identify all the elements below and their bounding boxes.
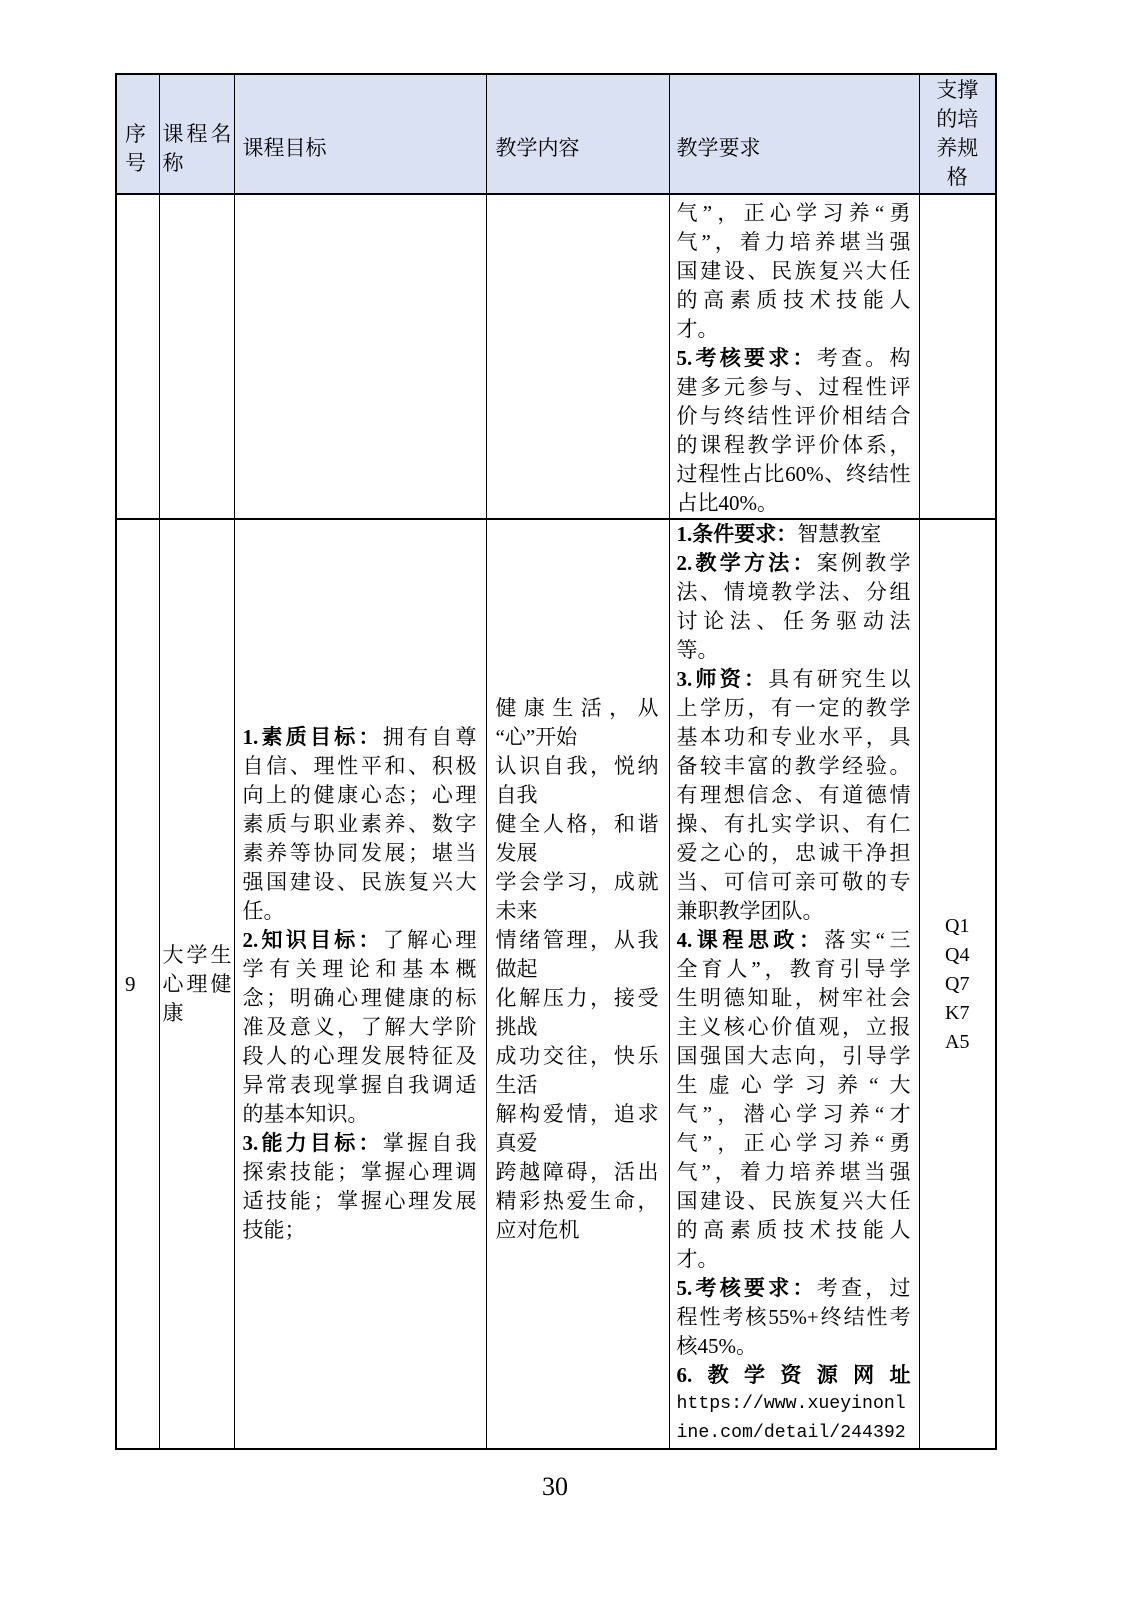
- teaching-requirements-line: 有理想信念、有道德情: [676, 783, 911, 807]
- course-goal-line: 素养等协同发展；堪当: [242, 841, 477, 865]
- header-teaching-content-text: 教学内容: [495, 136, 580, 160]
- teaching-content-line: 发展: [495, 841, 538, 865]
- supported-specs-line: Q7: [945, 972, 970, 995]
- teaching-requirements-line: 上学历，有一定的教学: [676, 696, 911, 720]
- teaching-content-line: 解构爱情，追求: [495, 1102, 659, 1126]
- header-course-goal-text: 课程目标: [242, 136, 327, 160]
- cell-index: [116, 519, 159, 1449]
- teaching-resource: [677, 1361, 911, 1448]
- header-teaching-requirements: [669, 74, 919, 194]
- teaching-content-paragraph: [496, 984, 659, 1042]
- section-label: 2.教学方法：: [676, 551, 817, 575]
- course-goal-paragraph: [243, 1129, 477, 1245]
- table-row: [116, 519, 996, 1449]
- header-supported-specs-text-line: 的培: [936, 107, 979, 131]
- teaching-requirements-line: 的高素质技术技能人: [676, 1218, 911, 1242]
- header-teaching-content: [486, 74, 669, 194]
- header-teaching-requirements-text: 教学要求: [676, 136, 761, 160]
- teaching-requirements-paragraph: [677, 665, 911, 926]
- teaching-requirements-line: 的高素质技术技能人: [676, 288, 911, 312]
- header-course-name-text-paragraph: [163, 120, 232, 178]
- header-index-text-paragraph: [125, 120, 157, 178]
- course-goal-text: 了解心理: [382, 928, 477, 952]
- supported-specs-paragraph: [922, 999, 994, 1028]
- course-goal-line: 任。: [242, 899, 285, 923]
- teaching-requirements-line: 气”，着力培养堪当强: [676, 1160, 911, 1184]
- course-goal-line: [243, 723, 477, 752]
- teaching-requirements-line: 核45%。: [676, 1334, 757, 1358]
- teaching-requirements-line: 气”，着力培养堪当强: [676, 230, 911, 254]
- section-label: 1.素质目标：: [242, 725, 383, 749]
- teaching-content-line: 未来: [495, 899, 538, 923]
- supported-specs-line: A5: [945, 1030, 970, 1053]
- teaching-requirements-line: [677, 520, 911, 549]
- teaching-requirements-text: 落实“三: [824, 928, 911, 952]
- table-row-continued: [116, 194, 996, 519]
- course-goal-line: 技能；: [242, 1218, 306, 1242]
- teaching-requirements-line: [677, 1274, 911, 1303]
- header-supported-specs-text-line: 格: [946, 165, 968, 189]
- course-name: [163, 941, 232, 1028]
- course-goal-paragraph: [243, 926, 477, 1129]
- header-course-goal: [234, 74, 486, 194]
- teaching-requirements: [677, 520, 911, 1361]
- teaching-requirements-text: 考查，过: [816, 1276, 911, 1300]
- cell-supported-specs: [919, 519, 996, 1449]
- course-goal-line: 向上的健康心态；心理: [242, 783, 477, 807]
- header-course-name-text: [163, 120, 232, 178]
- empty-cell: [116, 194, 159, 519]
- teaching-resource-url: https://www.xueyinonline.com/detail/244392: [676, 1394, 906, 1443]
- teaching-requirements-line: 价与终结性评价相结合: [676, 404, 911, 428]
- teaching-requirements-line: [677, 549, 911, 578]
- teaching-requirements-line: 爱之心的，忠诚干净担: [676, 841, 911, 865]
- page-number: 30: [542, 1472, 568, 1501]
- header-supported-specs-text-paragraph: [922, 76, 994, 192]
- teaching-requirements-line: [677, 344, 911, 373]
- teaching-requirements-line: 生明德知耻，树牢社会: [676, 986, 911, 1010]
- course-goal-line: 适技能；掌握心理发展: [242, 1189, 477, 1213]
- teaching-content-line: 应对危机: [495, 1218, 580, 1242]
- header-index: [116, 74, 159, 194]
- teaching-requirements-line: 程性考核55%+终结性考: [676, 1305, 911, 1329]
- teaching-requirements-line: 才。: [676, 317, 719, 341]
- course-name-line: 康: [162, 1000, 184, 1025]
- teaching-requirements-line: 全育人”，教育引导学: [676, 957, 911, 981]
- course-table: [115, 73, 997, 1450]
- course-goal-line: 段人的心理发展特征及: [242, 1044, 477, 1068]
- course-goal-line: [243, 926, 477, 955]
- course-goal-text: 拥有自尊: [382, 725, 477, 749]
- section-label: 5.考核要求：: [676, 1276, 817, 1300]
- teaching-content-line: 挑战: [495, 1015, 538, 1039]
- course-goal-line: 自信、理性平和、积极: [242, 754, 477, 778]
- supported-specs-paragraph: [922, 912, 994, 941]
- teaching-requirements-text: 具有研究生以: [768, 667, 911, 691]
- teaching-content-paragraph: [496, 1100, 659, 1158]
- header-course-name-text-line: 课程名: [162, 121, 232, 146]
- course-name-paragraph: [163, 941, 232, 1028]
- supported-specs-line: K7: [945, 1001, 970, 1024]
- course-goal-line: 念；明确心理健康的标: [242, 986, 477, 1010]
- teaching-requirements-paragraph: [677, 926, 911, 1274]
- teaching-requirements: [677, 199, 911, 518]
- teaching-requirements-line: 国建设、民族复兴大任: [676, 1189, 911, 1213]
- teaching-requirements-line: 气”，正心学习养“勇: [676, 201, 911, 225]
- teaching-requirements-line: 气”，正心学习养“勇: [676, 1131, 911, 1155]
- teaching-requirements-line: 过程性占比60%、终结性: [676, 462, 911, 486]
- teaching-content-line: 健全人格，和谐: [495, 812, 659, 836]
- supported-specs-paragraph: [922, 1028, 994, 1057]
- teaching-content: [496, 694, 659, 1245]
- teaching-requirements-line: 备较丰富的教学经验。: [676, 754, 911, 778]
- teaching-requirements-paragraph: [677, 520, 911, 549]
- teaching-content-line: 认识自我，悦纳: [495, 754, 659, 778]
- teaching-requirements-line: 才。: [676, 1247, 719, 1271]
- section-label: 1.条件要求：: [676, 522, 798, 546]
- header-course-name: [159, 74, 234, 194]
- section-label: 4.课程思政：: [676, 928, 825, 952]
- teaching-requirements-line: 讨论法、任务驱动法: [676, 609, 911, 633]
- teaching-requirements-line: 等。: [676, 638, 719, 662]
- section-label: 2.知识目标：: [242, 928, 383, 952]
- teaching-requirements-line: 法、情境教学法、分组: [676, 580, 911, 604]
- header-index-text: [125, 120, 157, 178]
- row-index: 9: [125, 971, 136, 996]
- course-goal-line: [243, 1129, 477, 1158]
- cell-teaching-requirements: [669, 519, 919, 1449]
- teaching-content-line: 成功交往，快乐: [495, 1044, 659, 1068]
- teaching-content-line: 精彩热爱生命，: [495, 1189, 659, 1213]
- teaching-requirements-text: 智慧教室: [797, 522, 882, 546]
- teaching-requirements-paragraph: [677, 199, 911, 344]
- supported-specs-paragraph: [922, 970, 994, 999]
- cell-teaching-content: [486, 519, 669, 1449]
- teaching-requirements-line: 兼职教学团队。: [676, 899, 824, 923]
- teaching-requirements-line: [677, 926, 911, 955]
- teaching-content-line: 化解压力，接受: [495, 986, 659, 1010]
- teaching-requirements-line: 占比40%。: [676, 491, 778, 515]
- header-row: [116, 74, 996, 194]
- teaching-requirements-paragraph: [677, 549, 911, 665]
- teaching-content-line: 做起: [495, 957, 538, 981]
- teaching-requirements-paragraph: [677, 344, 911, 518]
- course-goal-line: 异常表现掌握自我调适: [242, 1073, 477, 1097]
- course-goal-line: 探索技能；掌握心理调: [242, 1160, 477, 1184]
- teaching-content-paragraph: [496, 1158, 659, 1245]
- header-index-text-line: 号: [125, 150, 146, 175]
- teaching-content-line: 学会学习，成就: [495, 870, 659, 894]
- empty-cell: [486, 194, 669, 519]
- cell-teaching-requirements: [669, 194, 919, 519]
- teaching-requirements-line: 建多元参与、过程性评: [676, 375, 911, 399]
- course-name-line: 心理健: [162, 971, 232, 996]
- teaching-content-line: “心”开始: [495, 725, 578, 749]
- cell-course-name: [159, 519, 234, 1449]
- section-label: 3.师资：: [676, 667, 769, 691]
- teaching-resource-label-line: [677, 1361, 911, 1390]
- course-goal-line: 强国建设、民族复兴大: [242, 870, 477, 894]
- course-name-line: 大学生: [162, 942, 232, 967]
- course-goal-paragraph: [243, 723, 477, 926]
- teaching-requirements-line: 的课程教学评价体系，: [676, 433, 911, 457]
- cell-course-goal: [234, 519, 486, 1449]
- supported-specs-paragraph: [922, 941, 994, 970]
- course-goal-text: 掌握自我: [382, 1131, 477, 1155]
- header-course-name-text-line: 称: [162, 150, 184, 175]
- course-goal-line: 素质与职业素养、数字: [242, 812, 477, 836]
- supported-specs-line: Q1: [945, 914, 970, 937]
- teaching-content-paragraph: [496, 926, 659, 984]
- teaching-requirements-line: 国强国大志向，引导学: [676, 1044, 911, 1068]
- teaching-requirements-text: 案例教学: [816, 551, 911, 575]
- teaching-content-paragraph: [496, 1042, 659, 1100]
- supported-specs-line: Q4: [945, 943, 970, 966]
- course-goal-line: 的基本知识。: [242, 1102, 369, 1126]
- supported-specs: [922, 912, 994, 1057]
- teaching-content-line: 自我: [495, 783, 538, 807]
- header-supported-specs-text-line: 支撑: [936, 78, 979, 102]
- course-goal: [243, 723, 477, 1245]
- teaching-content-paragraph: [496, 868, 659, 926]
- teaching-requirements-line: 主义核心价值观，立报: [676, 1015, 911, 1039]
- teaching-content-line: 健康生活，从: [495, 696, 659, 720]
- teaching-requirements-line: 国建设、民族复兴大任: [676, 259, 911, 283]
- section-label: 5.考核要求：: [676, 346, 817, 370]
- section-label: 3.能力目标：: [242, 1131, 383, 1155]
- header-supported-specs: [919, 74, 996, 194]
- teaching-content-line: 生活: [495, 1073, 538, 1097]
- header-supported-specs-text-line: 养规: [936, 136, 979, 160]
- teaching-content-line: 真爱: [495, 1131, 538, 1155]
- course-goal-line: 学有关理论和基本概: [242, 957, 477, 981]
- teaching-requirements-line: [677, 665, 911, 694]
- teaching-content-line: 跨越障碍，活出: [495, 1160, 659, 1184]
- empty-cell: [919, 194, 996, 519]
- teaching-content-paragraph: [496, 810, 659, 868]
- teaching-requirements-line: 基本功和专业水平，具: [676, 725, 911, 749]
- header-supported-specs-text: [922, 76, 994, 192]
- teaching-requirements-paragraph: [677, 1274, 911, 1361]
- teaching-requirements-line: 生虚心学习养“大: [676, 1073, 911, 1097]
- teaching-requirements-line: 操、有扎实学识、有仁: [676, 812, 911, 836]
- teaching-content-line: 情绪管理，从我: [495, 928, 659, 952]
- teaching-resource-label: 6.教学资源网址: [676, 1363, 911, 1387]
- header-index-text-line: 序: [125, 121, 146, 146]
- empty-cell: [234, 194, 486, 519]
- teaching-requirements-text: 考查。构: [816, 346, 911, 370]
- empty-cell: [159, 194, 234, 519]
- teaching-requirements-line: 气”，潜心学习养“才: [676, 1102, 911, 1126]
- teaching-requirements-line: 当、可信可亲可敬的专: [676, 870, 911, 894]
- course-goal-line: 准及意义，了解大学阶: [242, 1015, 477, 1039]
- teaching-content-paragraph: [496, 752, 659, 810]
- teaching-content-paragraph: [496, 694, 659, 752]
